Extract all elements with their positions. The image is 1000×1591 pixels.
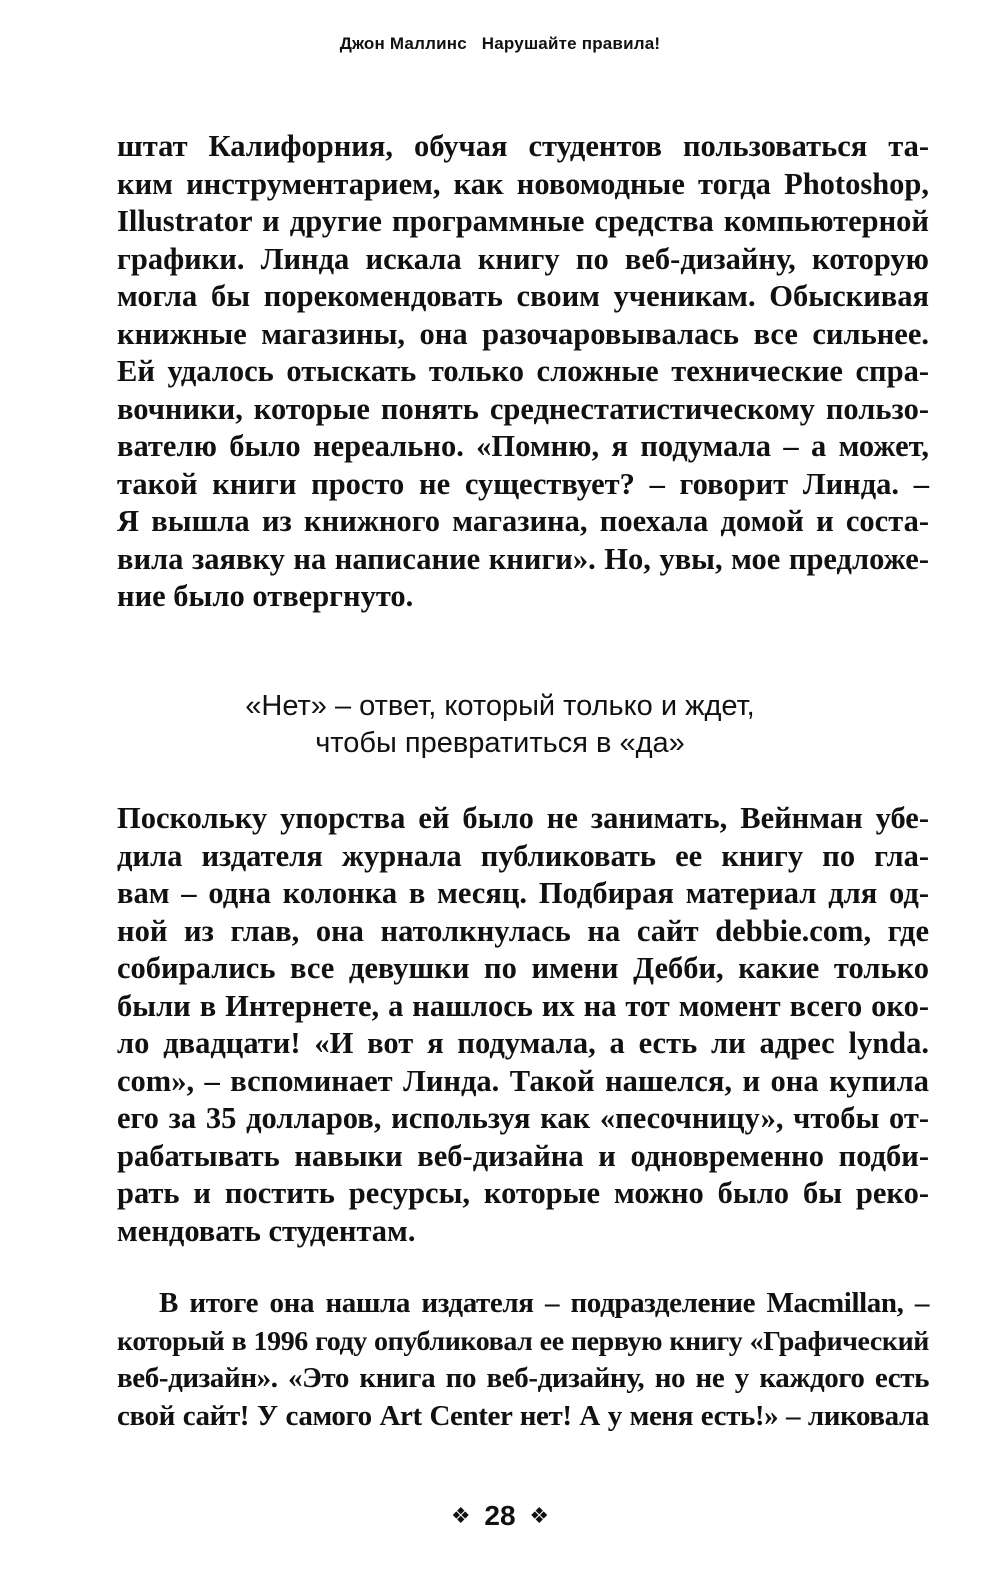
text-line: дила издателя журнала публиковать ее книгу по гла- [117, 838, 929, 873]
page-number: 28 [484, 1500, 516, 1531]
text-line: com», – вспоминает Линда. Такой нашелся, и она купила [117, 1063, 929, 1098]
text-line: ние было отвергнуто. [117, 579, 414, 613]
paragraph-3 [117, 1285, 929, 1435]
text-line: вочники, которые понять среднестатистическому пользо- [117, 391, 929, 426]
text-line: Ей удалось отыскать только сложные технические спра- [117, 354, 929, 388]
text-line: могла бы порекомендовать своим ученикам. Обыскивая [117, 279, 929, 313]
text-line: веб-дизайн». «Это книга по веб-дизайну, но не у каждого есть [117, 1362, 929, 1394]
page-footer [0, 1500, 1000, 1532]
text-line: ло двадцати! «И вот я подумала, а есть ли адрес lynda. [117, 1026, 929, 1060]
ornament-left-icon: ❖ [450, 1503, 471, 1528]
text-line: такой книги просто не существует? – говорит Линда. – [117, 466, 929, 501]
text-line: собирались все девушки по имени Дебби, какие только [117, 951, 929, 985]
heading-line-2: чтобы превратиться в «да» [315, 727, 685, 759]
text-line: ким инструментарием, как новомодные тогда Photoshop, [117, 166, 929, 201]
text-line: книжные магазины, она разочаровывалась все сильнее. [117, 316, 929, 351]
heading-line-1: «Нет» – ответ, который только и ждет, [245, 690, 755, 722]
text-line: Поскольку упорства ей было не занимать, Вейнман убе- [117, 801, 929, 835]
text-line: В итоге она нашла издателя – подразделение Macmillan, – [159, 1287, 929, 1319]
paragraph-1 [117, 128, 929, 616]
text-line: ной из глав, она натолкнулась на сайт debbie.com, где [117, 913, 929, 948]
text-line: мендовать студентам. [117, 1213, 416, 1248]
text-line: свой сайт! У самого Art Center нет! А у меня есть!» – ликовала [117, 1399, 929, 1432]
text-line: рать и постить ресурсы, которые можно было бы реко- [117, 1176, 929, 1210]
ornament-right-icon: ❖ [529, 1503, 550, 1528]
text-line: вила заявку на написание книги». Но, увы, мое предложе- [117, 541, 929, 576]
text-line: рабатывать навыки веб-дизайна и одновременно подби- [117, 1138, 929, 1173]
header-book-title: Нарушайте правила! [481, 34, 661, 53]
text-line: Illustrator и другие программные средства компьютерной [117, 204, 929, 238]
text-line: штат Калифорния, обучая студентов пользоваться та- [117, 129, 929, 163]
text-line: его за 35 долларов, используя как «песочницу», чтобы от- [117, 1101, 929, 1135]
text-line: вателю было нереально. «Помню, я подумала – а может, [117, 429, 929, 463]
text-line: который в 1996 году опубликовал ее первую книгу «Графический [117, 1325, 929, 1357]
paragraph-2 [117, 800, 929, 1250]
section-heading [100, 688, 900, 762]
text-line: графики. Линда искала книгу по веб-дизайну, которую [117, 241, 929, 276]
text-line: были в Интернете, а нашлось их на тот момент всего око- [117, 988, 929, 1023]
text-line: Я вышла из книжного магазина, поехала домой и соста- [117, 504, 929, 538]
text-line: вам – одна колонка в месяц. Подбирая материал для од- [117, 876, 929, 910]
header-author: Джон Маллинс [339, 34, 467, 53]
running-header [0, 34, 1000, 54]
